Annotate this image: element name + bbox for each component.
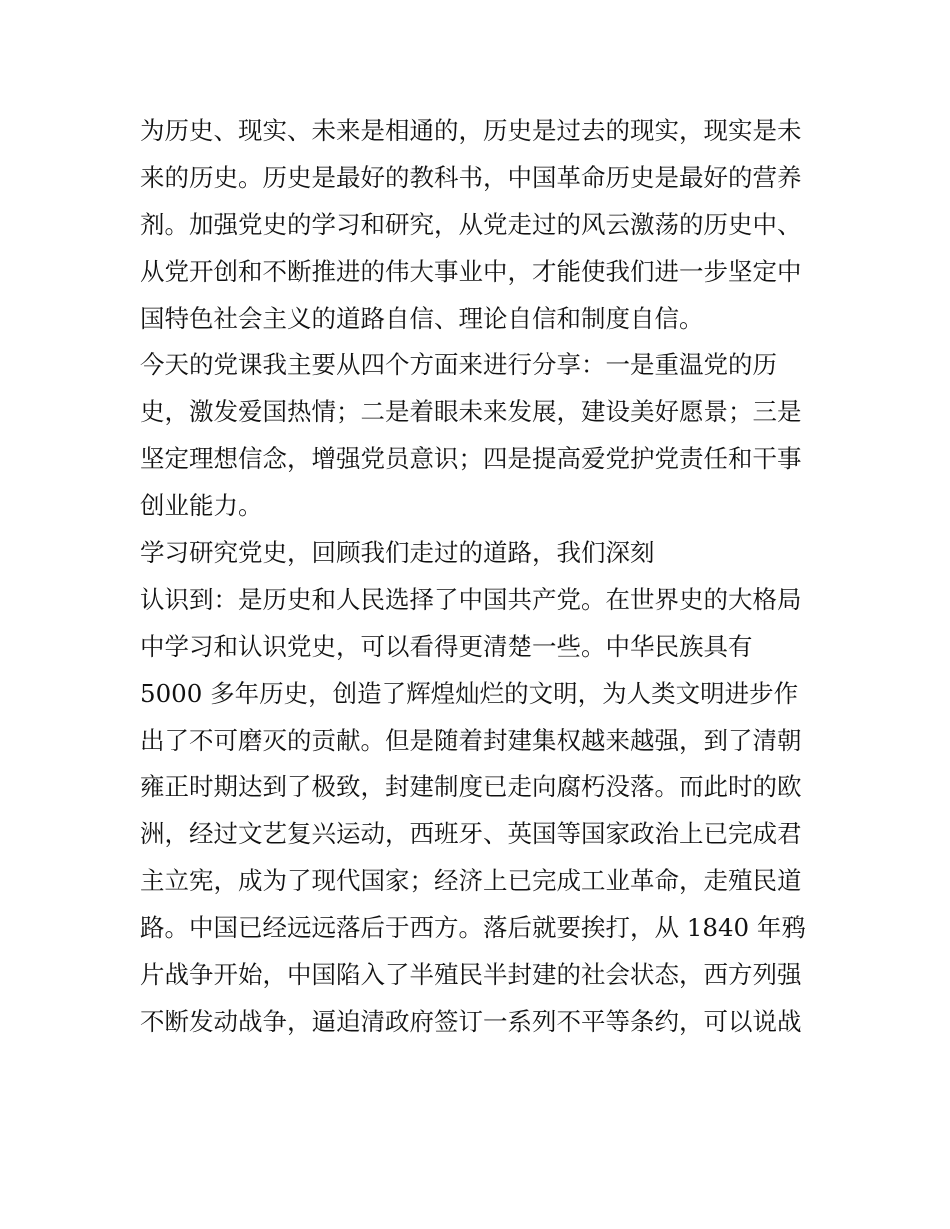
text-line: 中学习和认识党史，可以看得更清楚一些。中华民族具有 — [140, 631, 753, 661]
text-line: 国特色社会主义的道路自信、理论自信和制度自信。 — [140, 303, 704, 333]
text-line: 史，激发爱国热情；二是着眼未来发展，建设美好愿景；三是 — [140, 397, 802, 427]
text-line: 学习研究党史，回顾我们走过的道路，我们深刻 — [140, 538, 655, 568]
text-line: 主立宪，成为了现代国家；经济上已完成工业革命，走殖民道 — [140, 866, 802, 896]
text-line: 路。中国已经远远落后于西方。落后就要挨打，从 1840 年鸦 — [140, 913, 806, 943]
text-line: 剂。加强党史的学习和研究，从党走过的风云激荡的历史中、 — [140, 209, 802, 239]
text-line: 5000 多年历史，创造了辉煌灿烂的文明，为人类文明进步作 — [140, 678, 799, 708]
text-line: 片战争开始，中国陷入了半殖民半封建的社会状态，西方列强 — [140, 960, 802, 990]
text-line: 来的历史。历史是最好的教科书，中国革命历史是最好的营养 — [140, 162, 802, 192]
text-line: 创业能力。 — [140, 491, 263, 521]
body-text — [140, 108, 830, 1046]
text-line: 不断发动战争，逼迫清政府签订一系列不平等条约，可以说战 — [140, 1006, 802, 1036]
text-line: 认识到：是历史和人民选择了中国共产党。在世界史的大格局 — [140, 584, 802, 614]
text-line: 洲，经过文艺复兴运动，西班牙、英国等国家政治上已完成君 — [140, 819, 802, 849]
text-line: 坚定理想信念，增强党员意识；四是提高爱党护党责任和干事 — [140, 444, 802, 474]
text-line: 为历史、现实、未来是相通的，历史是过去的现实，现实是未 — [140, 116, 802, 145]
text-line: 今天的党课我主要从四个方面来进行分享：一是重温党的历 — [140, 350, 777, 380]
text-line: 雍正时期达到了极致，封建制度已走向腐朽没落。而此时的欧 — [140, 772, 802, 802]
text-line: 出了不可磨灭的贡献。但是随着封建集权越来越强，到了清朝 — [140, 725, 802, 755]
text-line: 从党开创和不断推进的伟大事业中，才能使我们进一步坚定中 — [140, 256, 802, 286]
